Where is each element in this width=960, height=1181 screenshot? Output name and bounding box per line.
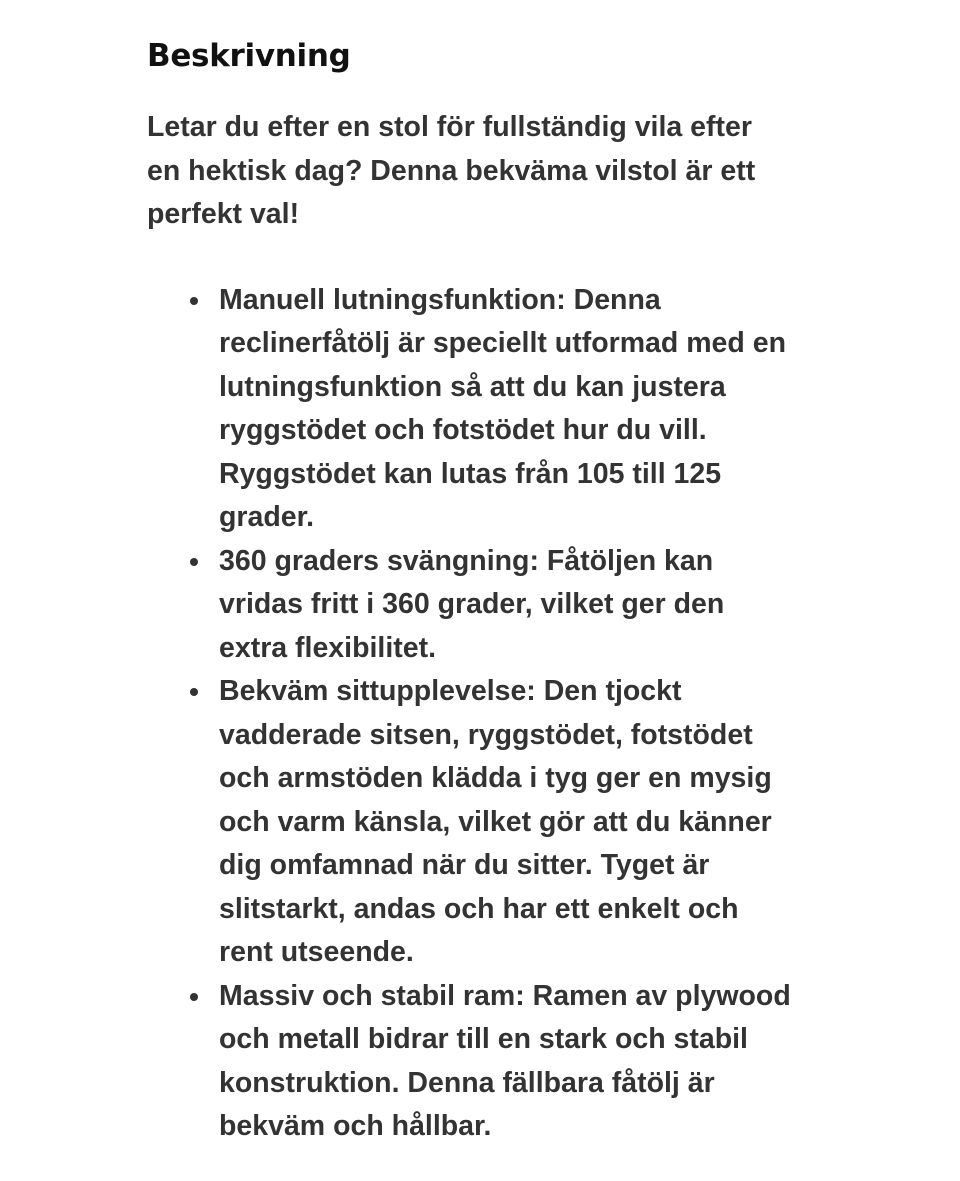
feature-item-comfort	[147, 670, 799, 975]
bullet-icon	[190, 558, 198, 566]
feature-item-frame	[147, 975, 799, 1149]
intro-paragraph: Letar du efter en stol för fullständig vila efter en hektisk dag? Denna bekväma vilstol är ett perfekt val!	[147, 111, 756, 230]
feature-item-recline	[147, 279, 799, 540]
bullet-icon	[190, 688, 198, 696]
feature-text: Manuell lutningsfunktion: Denna reclinerfåtölj är speciellt utformad med en lutningsfunktion så att du kan justera ryggstödet och fotstödet hur du vill. Ryggstödet kan lutas från 105 till 125 grader.	[219, 283, 786, 533]
feature-text: Bekväm sittupplevelse: Den tjockt vadderade sitsen, ryggstödet, fotstödet och armstöden klädda i tyg ger en mysig och varm känsla, vilket gör att du känner dig omfamnad när du sitter. Tyget är slitstarkt, andas och har ett enkelt och rent utseende.	[219, 675, 772, 968]
bullet-icon	[190, 297, 198, 305]
feature-list	[147, 279, 807, 1149]
feature-item-swivel	[147, 540, 799, 671]
section-title: Beskrivning	[147, 38, 351, 74]
feature-text: Massiv och stabil ram: Ramen av plywood och metall bidrar till en stark och stabil konstruktion. Denna fällbara fåtölj är bekväm och hållbar.	[219, 979, 791, 1142]
bullet-icon	[190, 993, 198, 1001]
description-section	[147, 36, 807, 1149]
feature-text: 360 graders svängning: Fåtöljen kan vridas fritt i 360 grader, vilket ger den extra flexibilitet.	[219, 544, 725, 664]
